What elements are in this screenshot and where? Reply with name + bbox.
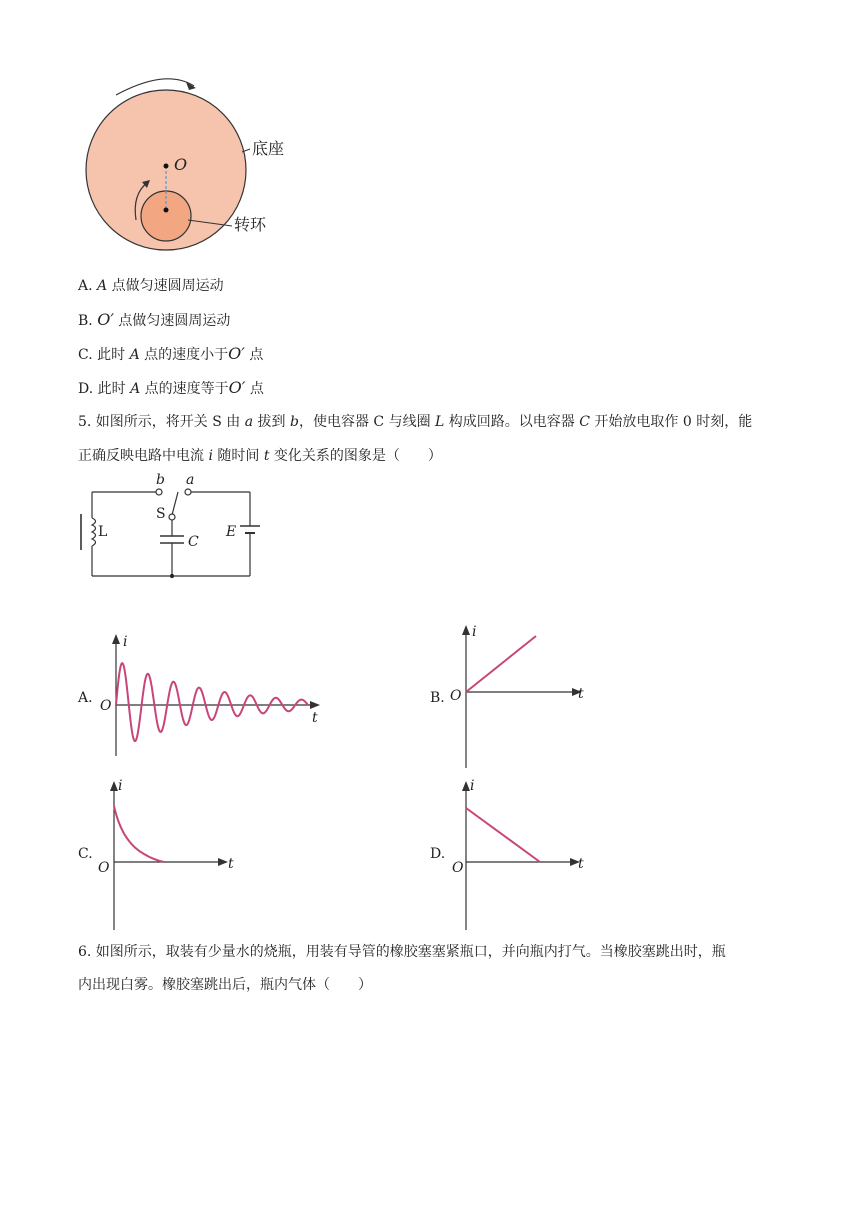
graph-B-y-arrow: [462, 625, 470, 635]
graph-B-curve: [466, 636, 536, 692]
graph-A-axis-t: t: [312, 710, 318, 726]
label-base: 底座: [252, 139, 285, 158]
label-E: E: [226, 524, 237, 540]
graph-B: [448, 620, 598, 770]
graph-A: [96, 630, 336, 760]
lc-circuit-diagram: [76, 470, 266, 585]
graph-B-label: B.: [430, 690, 445, 706]
label-O: O: [174, 155, 188, 174]
center-point-O: [164, 164, 169, 169]
graph-B-origin: O: [450, 688, 462, 704]
inductor-coil: [92, 518, 96, 546]
graph-C: [96, 776, 256, 932]
graph-D: [448, 776, 598, 932]
terminal-b: [156, 489, 162, 495]
label-ring: 转环: [234, 215, 267, 234]
graph-A-origin: O: [100, 698, 112, 714]
graph-C-axis-t: t: [228, 856, 234, 872]
base-ring-figure: [70, 70, 310, 260]
graph-D-axis-t: t: [578, 856, 584, 872]
graph-A-x-arrow: [310, 701, 320, 709]
graph-D-curve: [466, 808, 540, 862]
graph-D-y-arrow: [462, 781, 470, 791]
graph-A-y-arrow: [112, 634, 120, 644]
label-a: a: [186, 472, 195, 488]
graph-C-origin: O: [98, 860, 110, 876]
option-C: C. 此时 A 点的速度小于O′ 点: [78, 344, 264, 363]
rotation-arrowhead-outer: [186, 82, 196, 90]
label-C: C: [188, 534, 199, 550]
q5-line2: 正确反映电路中电流 i 随时间 t 变化关系的图象是（ ）: [78, 448, 442, 464]
graph-C-x-arrow: [218, 858, 228, 866]
terminal-a: [185, 489, 191, 495]
graph-C-axis-i: i: [118, 778, 123, 794]
graph-C-y-arrow: [110, 781, 118, 791]
graph-D-label: D.: [430, 846, 446, 862]
graph-A-label: A.: [78, 690, 93, 706]
graph-B-axis-t: t: [578, 686, 584, 702]
graph-D-origin: O: [452, 860, 464, 876]
graph-C-label: C.: [78, 846, 93, 862]
q6-line1: 6. 如图所示，取装有少量水的烧瓶，用装有导管的橡胶塞塞紧瓶口，并向瓶内打气。当橡胶塞跳出时，瓶: [78, 944, 726, 960]
switch-blade: [172, 492, 178, 515]
graph-A-curve: [116, 663, 308, 741]
label-S: S: [156, 506, 166, 522]
q6-line2: 内出现白雾。橡胶塞跳出后，瓶内气体（ ）: [78, 977, 372, 993]
graph-D-axis-i: i: [470, 778, 475, 794]
graph-A-axis-i: i: [123, 634, 128, 650]
label-b: b: [156, 472, 165, 488]
graph-B-axis-i: i: [472, 624, 477, 640]
option-D: D. 此时 A 点的速度等于O′ 点: [78, 378, 264, 397]
label-L: L: [98, 524, 108, 540]
ring-center-point: [164, 208, 169, 213]
option-B: B. O′ 点做匀速圆周运动: [78, 310, 231, 329]
q5-line1: 5. 如图所示，将开关 S 由 a 拔到 b，使电容器 C 与线圈 L 构成回路。以电容器 C 开始放电取作 0 时刻，能: [78, 414, 753, 430]
graph-C-curve: [114, 806, 164, 862]
option-A: A. A 点做匀速圆周运动: [78, 278, 224, 294]
switch-pivot: [169, 514, 175, 520]
